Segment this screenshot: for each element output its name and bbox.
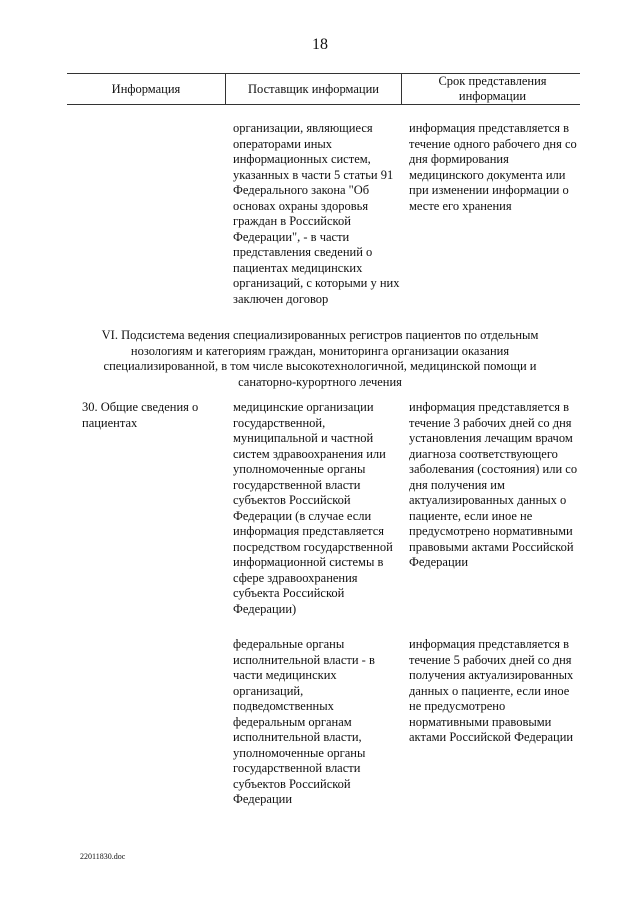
row-30-info: 30. Общие сведения о пациентах	[82, 400, 199, 430]
header-information: Информация	[111, 82, 181, 96]
header-supplier: Поставщик информации	[248, 82, 379, 96]
row-30-deadline-2: информация представляется в течение 5 рабочих дней со дня получения актуализированных данных о пациенте, если иное не предусмотрено нормативными правовыми актами Российской Федерации	[409, 637, 574, 744]
row-30-supplier-2: федеральные органы исполнительной власти - в части медицинских организаций, подведомственных федеральным органам исполнительной власти, уполномоченные органы государственной власти субъектов Российской Федерации	[233, 637, 375, 806]
row-30-supplier-1: медицинские организации государственной, муниципальной и частной систем здравоохранения или уполномоченные органы государственной власти субъектов Российской Федерации (в случае если информация представляется посредством государственной информационной системы в сфере здравоохранения субъекта Российской Федерации)	[233, 400, 393, 616]
row-30-deadline-1: информация представляется в течение 3 рабочих дней со дня установления лечащим врачом диагноза соответствующего заболевания (состояния) или со дня получения им актуализированных данных о пациенте, если иное не предусмотрено нормативными правовыми актами Российской Федерации	[409, 400, 578, 569]
header-divider-2	[401, 73, 402, 105]
section-title: VI. Подсистема ведения специализированных регистров пациентов по отдельным нозологиям и категориям граждан, мониторинга организации оказания специализированной, в том числе высокотехнологичной, медицинской помощи и санаторно-курортного лечения	[101, 328, 539, 389]
header-deadline: Срок представления информации	[438, 74, 547, 103]
footer-filename: 22011830.doc	[80, 852, 126, 861]
row-supplier-text: организации, являющиеся операторами иных информационных систем, указанных в части 5 статьи 91 Федерального закона "Об основах охраны здоровья граждан в Российской Федерации", - в части представления сведений о пациентах медицинских организаций, с которыми у них заключен договор	[233, 121, 400, 306]
row-deadline-text: информация представляется в течение одного рабочего дня со дня формирования медицинского документа или при изменении информации о месте его хранения	[409, 121, 577, 213]
page-number: 18	[312, 36, 328, 53]
table-header-bottom-rule	[67, 104, 580, 105]
